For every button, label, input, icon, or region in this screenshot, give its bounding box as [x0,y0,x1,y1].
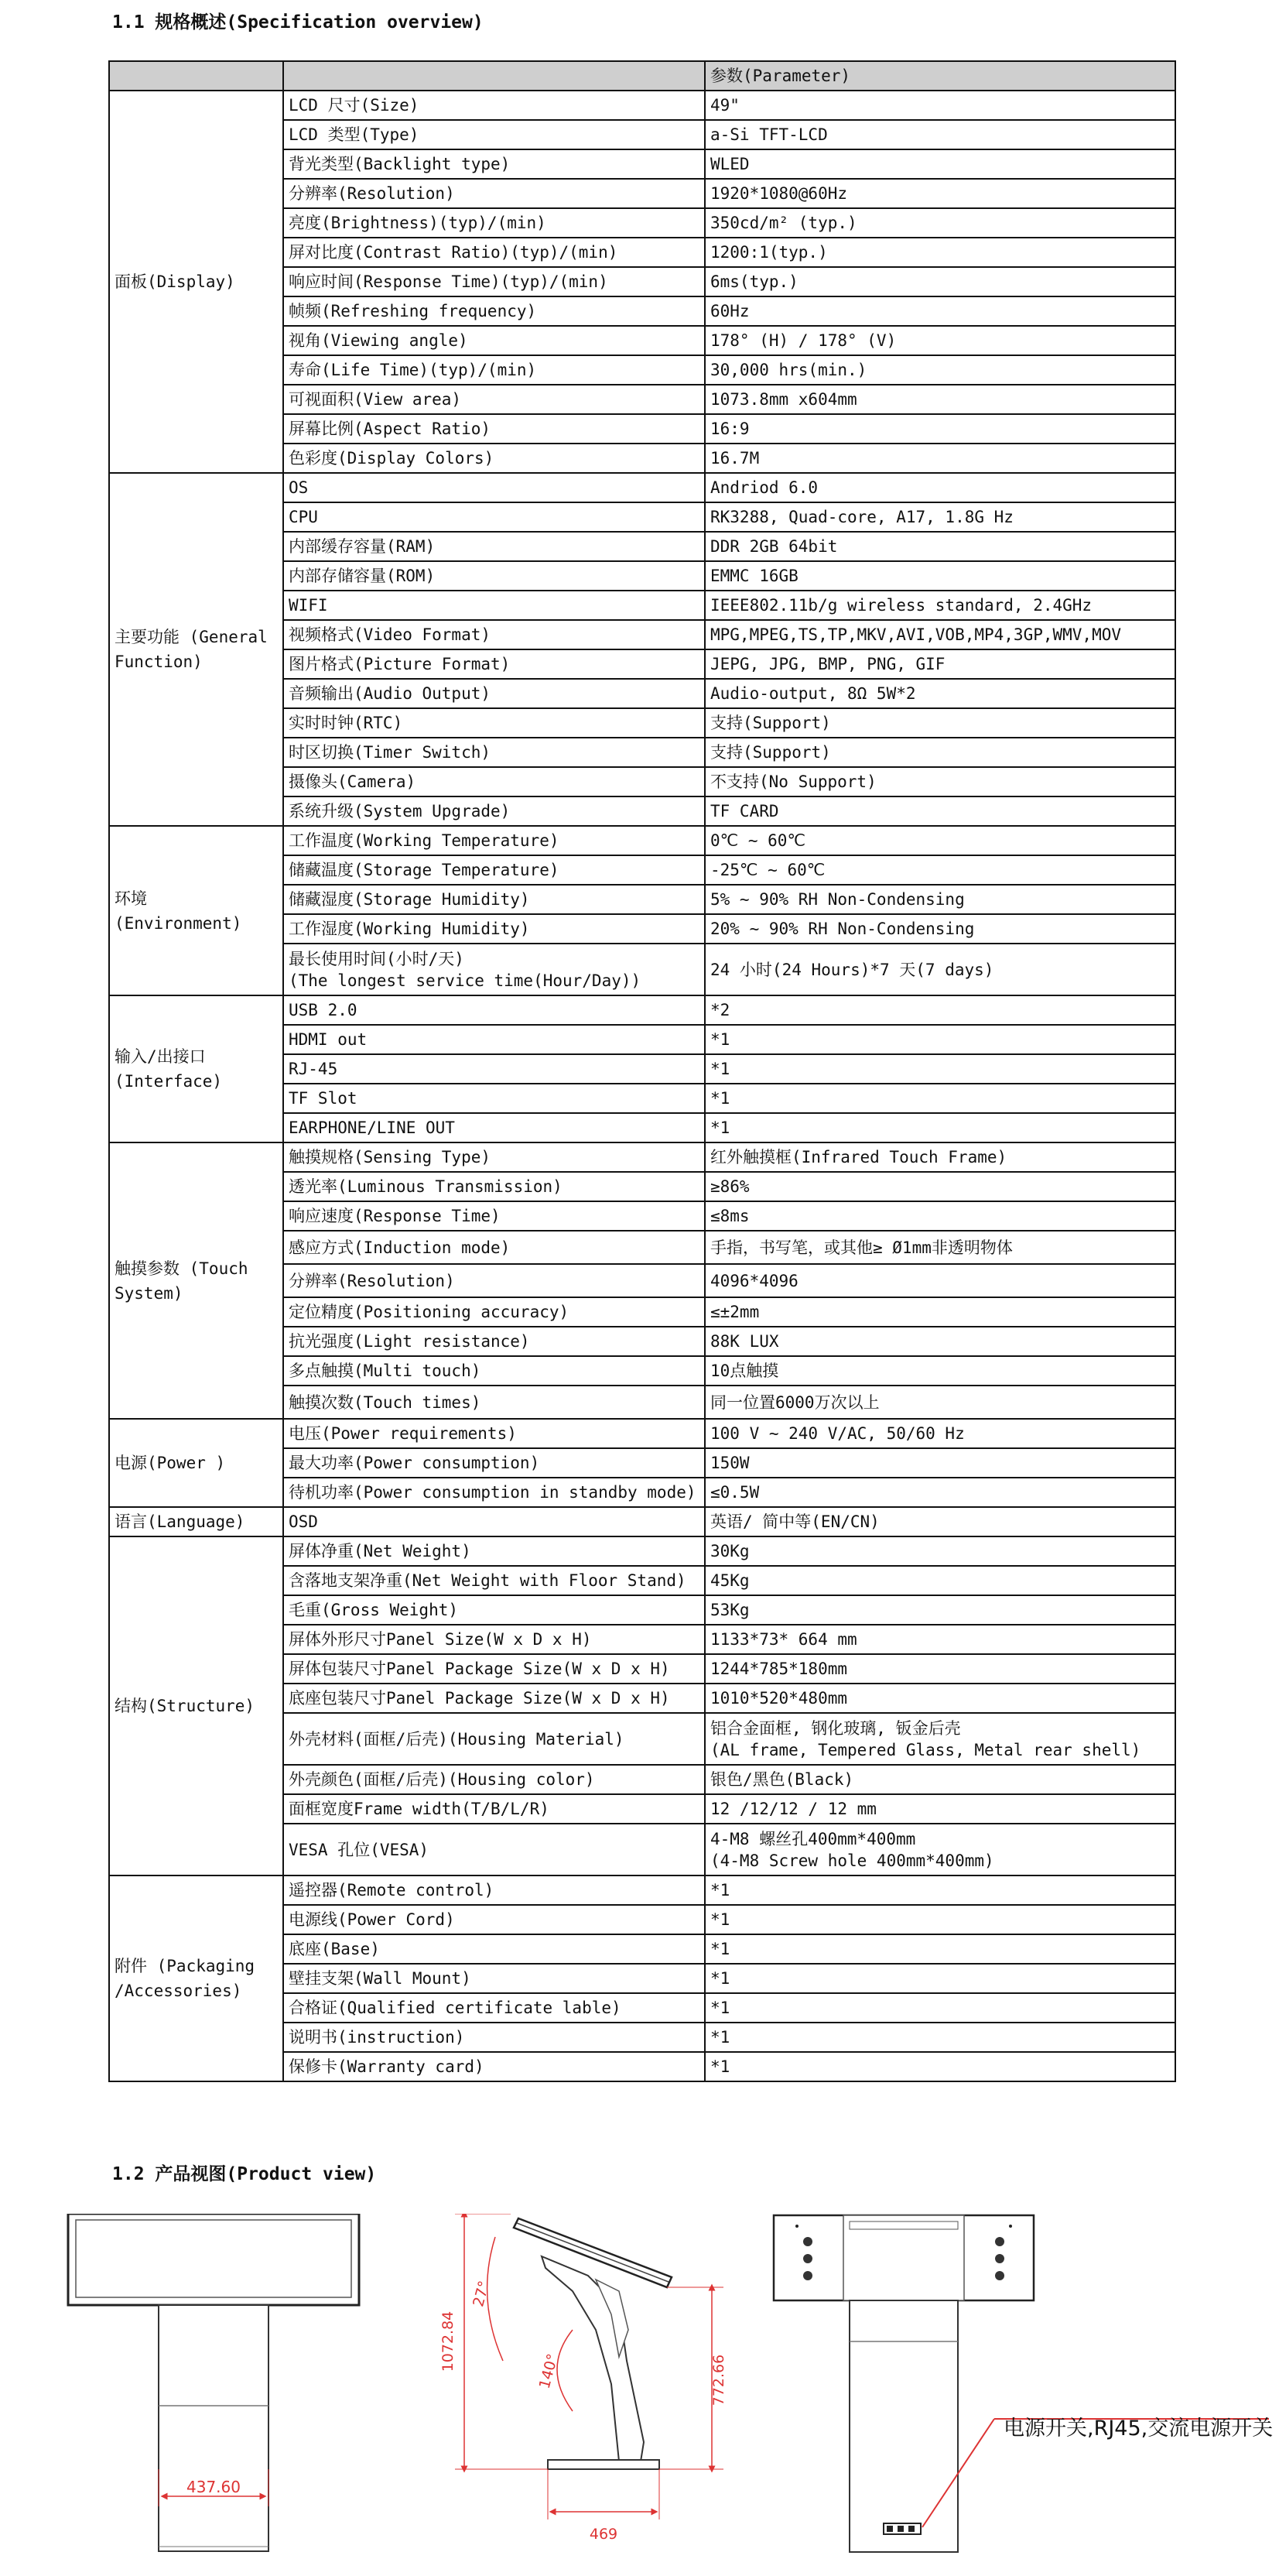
category-display: 面板(Display) [109,91,283,473]
spec-label: WIFI [283,591,705,620]
spec-label: 电源线(Power Cord) [283,1905,705,1934]
spec-label: 时区切换(Timer Switch) [283,738,705,767]
spec-label: USB 2.0 [283,995,705,1025]
table-row [109,91,1175,120]
spec-label: 实时时钟(RTC) [283,708,705,738]
spec-value: 20% ~ 90% RH Non-Condensing [705,914,1175,944]
spec-value: EMMC 16GB [705,561,1175,591]
spec-label: 含落地支架净重(Net Weight with Floor Stand) [283,1566,705,1595]
spec-value: 红外触摸框(Infrared Touch Frame) [705,1142,1175,1172]
spec-value: TF CARD [705,796,1175,826]
cell-line: 最长使用时间(小时/天) [289,949,464,968]
spec-value: 支持(Support) [705,738,1175,767]
back-view-drawing [774,2215,1269,2552]
spec-label: 摄像头(Camera) [283,767,705,796]
spec-value: *1 [705,1905,1175,1934]
spec-label: 说明书(instruction) [283,2023,705,2052]
spec-label: 毛重(Gross Weight) [283,1595,705,1625]
table-row [109,826,1175,855]
spec-value: 100 V ~ 240 V/AC, 50/60 Hz [705,1419,1175,1448]
spec-value: *1 [705,1964,1175,1993]
table-row [109,1507,1175,1536]
header-parameter: 参数(Parameter) [705,61,1175,91]
table-row [109,473,1175,502]
spec-label: 待机功率(Power consumption in standby mode) [283,1478,705,1507]
spec-label: VESA 孔位(VESA) [283,1824,705,1875]
spec-value: 30,000 hrs(min.) [705,355,1175,385]
side-base-width-label: 469 [589,2526,618,2543]
spec-value: 10点触摸 [705,1356,1175,1386]
spec-value: MPG,MPEG,TS,TP,MKV,AVI,VOB,MP4,3GP,WMV,MOV [705,620,1175,649]
side-height-label: 1072.84 [439,2311,457,2372]
section-title-spec: 1.1 规格概述(Specification overview) [112,12,484,33]
spec-value: ≥86% [705,1172,1175,1201]
spec-label: 图片格式(Picture Format) [283,649,705,679]
spec-value: JEPG, JPG, BMP, PNG, GIF [705,649,1175,679]
spec-value: 53Kg [705,1595,1175,1625]
table-row [109,1536,1175,1566]
spec-value: *1 [705,1113,1175,1142]
spec-label: 屏体包装尺寸Panel Package Size(W x D x H) [283,1654,705,1684]
side-angle-label: 140° [535,2352,562,2391]
spec-label: 触摸规格(Sensing Type) [283,1142,705,1172]
spec-value: 1200:1(typ.) [705,238,1175,267]
spec-label: TF Slot [283,1084,705,1113]
side-view-drawing [439,2214,727,2543]
spec-value: a-Si TFT-LCD [705,120,1175,149]
spec-value: 49" [705,91,1175,120]
cell-line: (The longest service time(Hour/Day)) [289,971,641,990]
spec-value: RK3288, Quad-core, A17, 1.8G Hz [705,502,1175,532]
spec-label: 系统升级(System Upgrade) [283,796,705,826]
spec-label: 多点触摸(Multi touch) [283,1356,705,1386]
spec-value [705,1713,1175,1765]
product-view-drawings [0,2214,1279,2570]
table-row [109,1419,1175,1448]
spec-label: 视频格式(Video Format) [283,620,705,649]
spec-label: 外壳材料(面框/后壳)(Housing Material) [283,1713,705,1765]
spec-value: IEEE802.11b/g wireless standard, 2.4GHz [705,591,1175,620]
category-power: 电源(Power ) [109,1419,283,1507]
header-cell [109,61,283,91]
spec-label: 保修卡(Warranty card) [283,2052,705,2081]
spec-label: 响应时间(Response Time)(typ)/(min) [283,267,705,296]
spec-label: RJ-45 [283,1054,705,1084]
category-structure: 结构(Structure) [109,1536,283,1875]
spec-value: DDR 2GB 64bit [705,532,1175,561]
spec-label [283,944,705,995]
spec-label: OSD [283,1507,705,1536]
spec-value: 1073.8mm x604mm [705,385,1175,414]
spec-value: 4096*4096 [705,1264,1175,1297]
spec-value: *1 [705,1993,1175,2023]
side-tilt-label: 27° [470,2279,494,2309]
spec-label: 触摸次数(Touch times) [283,1386,705,1419]
spec-label: 屏幕比例(Aspect Ratio) [283,414,705,444]
category-general: 主要功能 (General Function) [109,473,283,826]
spec-label: 内部缓存容量(RAM) [283,532,705,561]
side-base-height-label: 772.66 [710,2354,727,2406]
spec-label: 外壳颜色(面框/后壳)(Housing color) [283,1765,705,1794]
spec-value: 1920*1080@60Hz [705,179,1175,208]
spec-value: 不支持(No Support) [705,767,1175,796]
spec-label: 帧频(Refreshing frequency) [283,296,705,326]
spec-value: *1 [705,2023,1175,2052]
spec-value: 12 /12/12 / 12 mm [705,1794,1175,1824]
spec-value: *1 [705,2052,1175,2081]
spec-label: 工作温度(Working Temperature) [283,826,705,855]
spec-label: 电压(Power requirements) [283,1419,705,1448]
category-interface: 输入/出接口 (Interface) [109,995,283,1142]
spec-label: 内部存储容量(ROM) [283,561,705,591]
spec-value: *1 [705,1934,1175,1964]
table-row [109,995,1175,1025]
spec-label: 寿命(Life Time)(typ)/(min) [283,355,705,385]
spec-value: 5% ~ 90% RH Non-Condensing [705,885,1175,914]
spec-label: 遥控器(Remote control) [283,1875,705,1905]
spec-value: -25℃ ~ 60℃ [705,855,1175,885]
spec-label: OS [283,473,705,502]
spec-value: 同一位置6000万次以上 [705,1386,1175,1419]
spec-value: WLED [705,149,1175,179]
spec-value: *1 [705,1025,1175,1054]
spec-label: 底座(Base) [283,1934,705,1964]
table-row [109,1875,1175,1905]
spec-label: 响应速度(Response Time) [283,1201,705,1231]
spec-label: 最大功率(Power consumption) [283,1448,705,1478]
spec-value: ≤±2mm [705,1297,1175,1327]
spec-value: 英语/ 简中等(EN/CN) [705,1507,1175,1536]
spec-label: EARPHONE/LINE OUT [283,1113,705,1142]
spec-label: 储藏温度(Storage Temperature) [283,855,705,885]
cell-line: (4-M8 Screw hole 400mm*400mm) [710,1851,994,1870]
spec-value: *1 [705,1054,1175,1084]
spec-value: 16:9 [705,414,1175,444]
spec-value: 银色/黑色(Black) [705,1765,1175,1794]
spec-label: LCD 类型(Type) [283,120,705,149]
spec-label: 屏体净重(Net Weight) [283,1536,705,1566]
spec-label: 背光类型(Backlight type) [283,149,705,179]
spec-label: 视角(Viewing angle) [283,326,705,355]
spec-value: 60Hz [705,296,1175,326]
spec-value: 1010*520*480mm [705,1684,1175,1713]
spec-label: 音频输出(Audio Output) [283,679,705,708]
spec-label: 定位精度(Positioning accuracy) [283,1297,705,1327]
spec-label: 底座包装尺寸Panel Package Size(W x D x H) [283,1684,705,1713]
spec-value: 16.7M [705,444,1175,473]
spec-label: 色彩度(Display Colors) [283,444,705,473]
spec-table [108,60,1176,2082]
spec-label: 面框宽度Frame width(T/B/L/R) [283,1794,705,1824]
spec-label: 透光率(Luminous Transmission) [283,1172,705,1201]
spec-label: 感应方式(Induction mode) [283,1231,705,1264]
spec-value: 30Kg [705,1536,1175,1566]
front-view-drawing [68,2214,359,2551]
spec-value: Audio-output, 8Ω 5W*2 [705,679,1175,708]
spec-label: CPU [283,502,705,532]
spec-value: 150W [705,1448,1175,1478]
spec-value: 手指，书写笔，或其他≥ Ø1mm非透明物体 [705,1231,1175,1264]
spec-value: Andriod 6.0 [705,473,1175,502]
category-language: 语言(Language) [109,1507,283,1536]
category-accessories: 附件 (Packaging /Accessories) [109,1875,283,2081]
spec-value: 1244*785*180mm [705,1654,1175,1684]
section-title-product-view: 1.2 产品视图(Product view) [112,2164,377,2184]
spec-value: 24 小时(24 Hours)*7 天(7 days) [705,944,1175,995]
spec-value: ≤0.5W [705,1478,1175,1507]
spec-label: 分辨率(Resolution) [283,179,705,208]
spec-label: 合格证(Qualified certificate lable) [283,1993,705,2023]
spec-label: 抗光强度(Light resistance) [283,1327,705,1356]
cell-line: 4-M8 螺丝孔400mm*400mm [710,1829,916,1848]
spec-value: *2 [705,995,1175,1025]
callout-ports-label: 电源开关,RJ45,交流电源开关 [1004,2417,1274,2441]
spec-label: 可视面积(View area) [283,385,705,414]
category-touch: 触摸参数 (Touch System) [109,1142,283,1419]
table-row [109,1142,1175,1172]
table-header-row [109,61,1175,91]
spec-label: LCD 尺寸(Size) [283,91,705,120]
spec-label: 储藏湿度(Storage Humidity) [283,885,705,914]
spec-label: 壁挂支架(Wall Mount) [283,1964,705,1993]
spec-label: 分辨率(Resolution) [283,1264,705,1297]
spec-value: 178° (H) / 178° (V) [705,326,1175,355]
header-cell [283,61,705,91]
spec-label: 亮度(Brightness)(typ)/(min) [283,208,705,238]
spec-value: *1 [705,1875,1175,1905]
spec-value: 45Kg [705,1566,1175,1595]
spec-value [705,1824,1175,1875]
spec-label: 屏体外形尺寸Panel Size(W x D x H) [283,1625,705,1654]
front-width-label: 437.60 [186,2478,241,2496]
category-environment: 环境 (Environment) [109,826,283,995]
cell-line: 铝合金面框, 钢化玻璃, 钣金后壳 [710,1718,961,1738]
spec-value: 88K LUX [705,1327,1175,1356]
spec-value: 6ms(typ.) [705,267,1175,296]
spec-value: *1 [705,1084,1175,1113]
cell-line: (AL frame, Tempered Glass, Metal rear shell) [710,1740,1141,1759]
spec-value: 支持(Support) [705,708,1175,738]
spec-value: 1133*73* 664 mm [705,1625,1175,1654]
spec-label: 工作湿度(Working Humidity) [283,914,705,944]
spec-value: 0℃ ~ 60℃ [705,826,1175,855]
spec-label: 屏对比度(Contrast Ratio)(typ)/(min) [283,238,705,267]
spec-value: 350cd/m² (typ.) [705,208,1175,238]
spec-label: HDMI out [283,1025,705,1054]
spec-value: ≤8ms [705,1201,1175,1231]
